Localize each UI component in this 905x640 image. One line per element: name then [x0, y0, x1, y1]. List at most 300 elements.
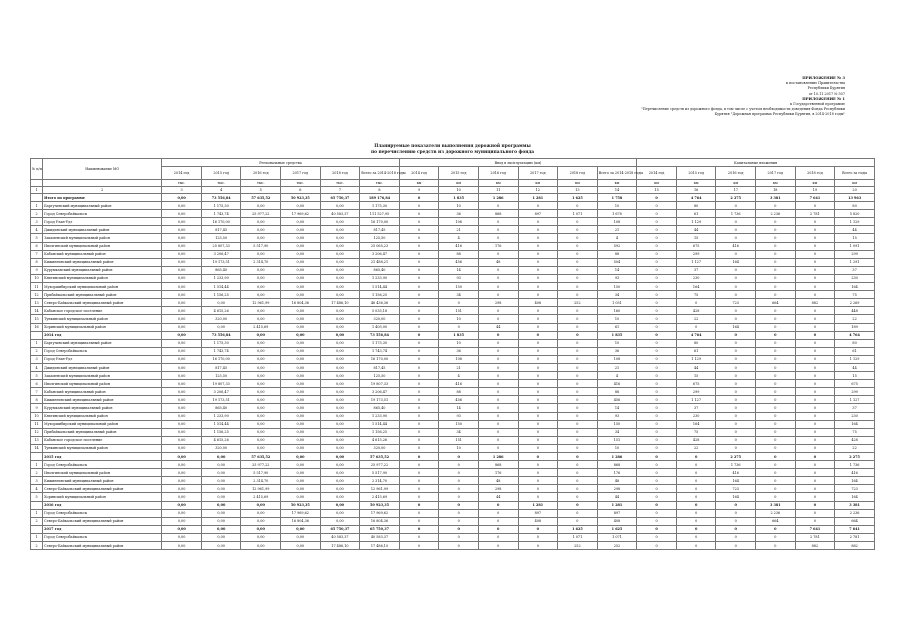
value-cell: 0,00: [162, 339, 202, 347]
value-cell: 0,00: [281, 453, 321, 461]
value-cell: 80: [835, 202, 875, 210]
value-cell: 0: [795, 428, 835, 436]
table-column-number-row: [31, 187, 875, 194]
value-cell: 13 963: [835, 194, 875, 202]
table-row: [31, 339, 875, 347]
row-number: 16: [31, 323, 43, 331]
value-cell: 150: [597, 420, 637, 428]
value-cell: 0: [399, 266, 439, 274]
table-row: [31, 404, 875, 412]
value-cell: 0,00: [241, 266, 281, 274]
value-cell: 456: [439, 396, 479, 404]
value-cell: 21: [439, 363, 479, 371]
row-number: 7: [31, 250, 43, 258]
value-cell: 0: [795, 388, 835, 396]
value-cell: 0: [756, 380, 796, 388]
value-cell: 0: [399, 283, 439, 291]
column-number: 17: [716, 187, 756, 194]
value-cell: 0: [637, 307, 677, 315]
table-row: [31, 234, 875, 242]
units-cell: км: [518, 180, 558, 187]
value-cell: 17 486,10: [360, 542, 400, 550]
value-cell: 817,45: [360, 226, 400, 234]
value-cell: 0: [795, 250, 835, 258]
value-cell: 0: [637, 315, 677, 323]
row-number: 2: [31, 469, 43, 477]
value-cell: 0: [756, 291, 796, 299]
value-cell: 0: [399, 436, 439, 444]
value-cell: 2 781: [835, 533, 875, 541]
value-cell: 408: [518, 299, 558, 307]
value-cell: 46 436,36: [360, 299, 400, 307]
value-cell: 36: [597, 347, 637, 355]
value-cell: 0: [399, 202, 439, 210]
value-cell: 817,45: [201, 226, 241, 234]
value-cell: 0,00: [201, 453, 241, 461]
value-cell: 44: [478, 323, 518, 331]
value-cell: 0,00: [320, 323, 360, 331]
column-header: 2018 год: [795, 167, 835, 180]
value-cell: 151: [439, 436, 479, 444]
value-cell: 0: [478, 396, 518, 404]
value-cell: 0: [478, 363, 518, 371]
value-cell: 7 641: [795, 525, 835, 533]
value-cell: 0: [518, 363, 558, 371]
table-row: [31, 509, 875, 517]
value-cell: 0: [478, 234, 518, 242]
value-cell: 0: [399, 396, 439, 404]
appendix-line: ПРИЛОЖЕНИЕ № 3: [802, 76, 845, 80]
value-cell: 0,00: [320, 444, 360, 452]
value-cell: 0: [716, 428, 756, 436]
value-cell: 0: [558, 331, 598, 339]
value-cell: 0,00: [281, 477, 321, 485]
value-cell: 0: [756, 412, 796, 420]
value-cell: 48: [478, 477, 518, 485]
value-cell: 0: [518, 355, 558, 363]
row-name: 2017 год: [43, 525, 162, 533]
row-number: 8: [31, 258, 43, 266]
value-cell: 0,00: [162, 485, 202, 493]
value-cell: 0,00: [162, 307, 202, 315]
value-cell: 0: [558, 363, 598, 371]
value-cell: 0: [439, 501, 479, 509]
value-cell: 230: [835, 412, 875, 420]
value-cell: 0,00: [162, 299, 202, 307]
value-cell: 252: [597, 542, 637, 550]
value-cell: 320,00: [201, 444, 241, 452]
value-cell: 1 281: [518, 501, 558, 509]
value-cell: 61: [676, 347, 716, 355]
value-cell: 0: [518, 380, 558, 388]
value-cell: 1 286: [597, 453, 637, 461]
value-cell: 0: [716, 412, 756, 420]
value-cell: 2 314,70: [360, 477, 400, 485]
value-cell: 0: [558, 469, 598, 477]
row-number: 11: [31, 283, 43, 291]
row-number: 3: [31, 218, 43, 226]
value-cell: 0,00: [241, 509, 281, 517]
value-cell: 0: [795, 453, 835, 461]
value-cell: 1 281: [597, 501, 637, 509]
value-cell: 0: [795, 517, 835, 525]
column-header: 2017 год: [756, 167, 796, 180]
row-name: Кижингинский муниципальный район: [43, 477, 162, 485]
value-cell: 65 750,37: [320, 525, 360, 533]
value-cell: 17 486,10: [320, 542, 360, 550]
value-cell: 0,00: [320, 388, 360, 396]
value-cell: 0,00: [162, 250, 202, 258]
value-cell: 0,00: [320, 436, 360, 444]
value-cell: 0: [756, 307, 796, 315]
value-cell: 230: [676, 412, 716, 420]
value-cell: 0,00: [281, 331, 321, 339]
table-row: [31, 315, 875, 323]
value-cell: 0,00: [162, 444, 202, 452]
value-cell: 0: [518, 542, 558, 550]
document-title: [0, 144, 905, 156]
value-cell: 1 127: [835, 396, 875, 404]
value-cell: 0: [637, 380, 677, 388]
value-cell: 0: [518, 533, 558, 541]
value-cell: 176: [597, 469, 637, 477]
value-cell: 0,00: [320, 501, 360, 509]
value-cell: 0,00: [162, 266, 202, 274]
value-cell: 88: [597, 250, 637, 258]
value-cell: 16 804,36: [360, 517, 400, 525]
value-cell: 10: [439, 202, 479, 210]
value-cell: 0: [756, 493, 796, 501]
header-no: № п/п: [31, 159, 43, 180]
value-cell: 298: [597, 485, 637, 493]
value-cell: 0: [478, 315, 518, 323]
table-row: [31, 428, 875, 436]
value-cell: 0,00: [162, 404, 202, 412]
value-cell: 0: [637, 501, 677, 509]
table-total-row: [31, 194, 875, 202]
row-number: [31, 501, 43, 509]
value-cell: 0: [399, 444, 439, 452]
value-cell: 0: [637, 542, 677, 550]
value-cell: 0: [399, 509, 439, 517]
value-cell: 0: [399, 404, 439, 412]
column-header: Всего за 2014-2018 годы: [360, 167, 400, 180]
value-cell: 0: [478, 339, 518, 347]
value-cell: 1 286: [478, 194, 518, 202]
value-cell: 0,00: [162, 283, 202, 291]
value-cell: 37: [676, 404, 716, 412]
value-cell: 0: [756, 323, 796, 331]
units-cell: км: [478, 180, 518, 187]
value-cell: 150: [439, 283, 479, 291]
value-cell: 75: [676, 428, 716, 436]
value-cell: 0: [637, 299, 677, 307]
value-cell: 0: [399, 493, 439, 501]
value-cell: 57 635,52: [360, 453, 400, 461]
value-cell: 0: [558, 517, 598, 525]
value-cell: 0: [795, 469, 835, 477]
value-cell: 5 517,90: [241, 469, 281, 477]
value-cell: 0: [478, 226, 518, 234]
column-header: 2015 год: [439, 167, 479, 180]
header-budget: Региональные средства: [162, 159, 399, 167]
value-cell: 1 835: [597, 331, 637, 339]
value-cell: 0: [637, 477, 677, 485]
table-row: [31, 469, 875, 477]
row-number: 10: [31, 412, 43, 420]
value-cell: 22: [835, 315, 875, 323]
value-cell: 125,50: [360, 372, 400, 380]
value-cell: 0: [637, 347, 677, 355]
table-row: [31, 542, 875, 550]
row-name: Кижингинский муниципальный район: [43, 396, 162, 404]
value-cell: 0,00: [162, 194, 202, 202]
value-cell: 0,00: [162, 226, 202, 234]
value-cell: 0: [518, 453, 558, 461]
table-row: [31, 533, 875, 541]
value-cell: 0: [558, 396, 598, 404]
value-cell: 0: [439, 517, 479, 525]
value-cell: 0: [558, 258, 598, 266]
value-cell: 3 206,47: [201, 250, 241, 258]
value-cell: 10: [597, 315, 637, 323]
value-cell: 0: [439, 493, 479, 501]
value-cell: 0,00: [281, 274, 321, 282]
value-cell: 0,00: [162, 323, 202, 331]
value-cell: 0: [637, 372, 677, 380]
value-cell: 57 635,52: [241, 453, 281, 461]
row-number: [31, 194, 43, 202]
value-cell: 0,00: [241, 525, 281, 533]
row-number: 1: [31, 509, 43, 517]
value-cell: 0,00: [162, 517, 202, 525]
value-cell: 416: [835, 469, 875, 477]
value-cell: 37: [835, 266, 875, 274]
value-cell: 1 175,30: [360, 202, 400, 210]
value-cell: 73 556,84: [201, 194, 241, 202]
value-cell: 1 514,44: [360, 420, 400, 428]
row-number: 9: [31, 266, 43, 274]
value-cell: 0: [756, 250, 796, 258]
row-name: Закаменский муниципальный район: [43, 372, 162, 380]
value-cell: 0: [399, 453, 439, 461]
value-cell: 0: [637, 461, 677, 469]
table-row: [31, 493, 875, 501]
row-name: Кабанский муниципальный район: [43, 250, 162, 258]
value-cell: 0: [478, 517, 518, 525]
units-cell: км: [835, 180, 875, 187]
value-cell: 150: [439, 420, 479, 428]
value-cell: 80: [676, 339, 716, 347]
row-number: 1: [31, 533, 43, 541]
units-cell: тыс.: [241, 180, 281, 187]
row-name: Кижингинский муниципальный район: [43, 258, 162, 266]
row-name: Джидинский муниципальный район: [43, 226, 162, 234]
value-cell: 10: [597, 202, 637, 210]
value-cell: 189: [835, 323, 875, 331]
row-name: Город Северобайкальск: [43, 461, 162, 469]
value-cell: 0,00: [281, 283, 321, 291]
value-cell: 299: [835, 388, 875, 396]
value-cell: 664: [756, 517, 796, 525]
value-cell: 19 173,51: [201, 396, 241, 404]
column-header: 2015 год: [676, 167, 716, 180]
row-name: Город Северобайкальск: [43, 347, 162, 355]
value-cell: 0: [558, 404, 598, 412]
value-cell: 0,00: [281, 493, 321, 501]
value-cell: 0,00: [241, 291, 281, 299]
column-number: 13: [558, 187, 598, 194]
value-cell: 1 736: [716, 461, 756, 469]
value-cell: 0: [676, 542, 716, 550]
column-number: 9: [399, 187, 439, 194]
value-cell: 1 625: [558, 525, 598, 533]
value-cell: 0: [756, 266, 796, 274]
header-name: Наименование МО: [43, 159, 162, 180]
value-cell: 0: [795, 347, 835, 355]
value-cell: 1 405,00: [360, 323, 400, 331]
value-cell: 0: [637, 412, 677, 420]
table-row: [31, 444, 875, 452]
value-cell: 0: [756, 533, 796, 541]
value-cell: 230: [835, 274, 875, 282]
units-cell: [31, 180, 43, 187]
column-number: 8: [360, 187, 400, 194]
value-cell: 0: [518, 234, 558, 242]
row-number: 8: [31, 396, 43, 404]
value-cell: 0,00: [281, 388, 321, 396]
value-cell: 0,00: [162, 380, 202, 388]
value-cell: 0: [399, 461, 439, 469]
value-cell: 0: [399, 194, 439, 202]
value-cell: 1 233,90: [360, 412, 400, 420]
value-cell: 0: [399, 274, 439, 282]
column-number: 2: [43, 187, 162, 194]
value-cell: 0,00: [241, 372, 281, 380]
value-cell: 0,00: [162, 420, 202, 428]
value-cell: 37: [676, 266, 716, 274]
value-cell: 0,00: [162, 436, 202, 444]
value-cell: 10: [597, 444, 637, 452]
value-cell: 0,00: [281, 315, 321, 323]
value-cell: 416: [597, 380, 637, 388]
value-cell: 0: [558, 202, 598, 210]
row-number: [31, 331, 43, 339]
column-number: 6: [281, 187, 321, 194]
value-cell: 0,00: [320, 283, 360, 291]
value-cell: 61: [597, 323, 637, 331]
value-cell: 0,00: [201, 485, 241, 493]
value-cell: 2 781: [795, 533, 835, 541]
value-cell: 723: [716, 299, 756, 307]
value-cell: 0: [399, 258, 439, 266]
row-number: 5: [31, 234, 43, 242]
value-cell: 0: [637, 242, 677, 250]
value-cell: 865,40: [360, 266, 400, 274]
value-cell: 36: [439, 347, 479, 355]
value-cell: 0: [756, 461, 796, 469]
row-name: Кяхтинский муниципальный район: [43, 412, 162, 420]
value-cell: 44: [835, 226, 875, 234]
value-cell: 10: [597, 339, 637, 347]
value-cell: 0: [716, 307, 756, 315]
value-cell: 0,00: [241, 444, 281, 452]
value-cell: 723: [835, 485, 875, 493]
value-cell: 0,00: [241, 250, 281, 258]
value-cell: 0,00: [241, 388, 281, 396]
value-cell: 0: [478, 412, 518, 420]
value-cell: 25 977,22: [241, 210, 281, 218]
value-cell: 0,00: [281, 291, 321, 299]
row-name: Северо-Байкальский муниципальный район: [43, 485, 162, 493]
value-cell: 0,00: [281, 485, 321, 493]
value-cell: 0: [756, 388, 796, 396]
value-cell: 0: [637, 323, 677, 331]
appendix-note: "Перечисление средств из дорожного фонда, в том числе с учетом необходимости доведения Фонда Республики Бурятия "Дорожная программа Республики Бурятия, в 2014-2018 годы": [641, 107, 845, 117]
units-cell: км: [716, 180, 756, 187]
value-cell: 0: [478, 291, 518, 299]
value-cell: 299: [676, 250, 716, 258]
table-row: [31, 388, 875, 396]
value-cell: 14: [597, 266, 637, 274]
value-cell: 0: [637, 533, 677, 541]
value-cell: 0: [518, 250, 558, 258]
value-cell: 298: [478, 299, 518, 307]
value-cell: 0: [399, 234, 439, 242]
value-cell: 0: [478, 283, 518, 291]
value-cell: 0: [716, 525, 756, 533]
value-cell: 0,00: [320, 412, 360, 420]
value-cell: 0,00: [241, 234, 281, 242]
value-cell: 44: [597, 493, 637, 501]
value-cell: 0,00: [281, 436, 321, 444]
value-cell: 17 969,62: [360, 509, 400, 517]
value-cell: 0,00: [201, 493, 241, 501]
value-cell: 1 281: [518, 194, 558, 202]
value-cell: 0: [558, 509, 598, 517]
value-cell: 0: [716, 363, 756, 371]
value-cell: 0: [478, 331, 518, 339]
row-number: 7: [31, 388, 43, 396]
value-cell: 0,00: [281, 428, 321, 436]
value-cell: 0,00: [241, 412, 281, 420]
value-cell: 0,00: [281, 542, 321, 550]
value-cell: 0: [558, 485, 598, 493]
value-cell: 1 835: [439, 194, 479, 202]
table-row: [31, 380, 875, 388]
value-cell: 3 381: [756, 501, 796, 509]
value-cell: 0: [795, 404, 835, 412]
value-cell: 0,00: [320, 509, 360, 517]
value-cell: 1 233,90: [201, 412, 241, 420]
value-cell: 0,00: [320, 461, 360, 469]
column-number: 20: [835, 187, 875, 194]
value-cell: 0: [558, 315, 598, 323]
value-cell: 2 275: [835, 453, 875, 461]
row-number: 2: [31, 210, 43, 218]
value-cell: 0: [676, 509, 716, 517]
value-cell: 428: [676, 436, 716, 444]
value-cell: 22: [676, 444, 716, 452]
value-cell: 0,00: [201, 323, 241, 331]
value-cell: 0,00: [162, 234, 202, 242]
value-cell: 456: [597, 396, 637, 404]
value-cell: 0: [399, 339, 439, 347]
value-cell: 0: [795, 485, 835, 493]
value-cell: 0,00: [162, 461, 202, 469]
value-cell: 0: [716, 226, 756, 234]
value-cell: 0,00: [320, 517, 360, 525]
